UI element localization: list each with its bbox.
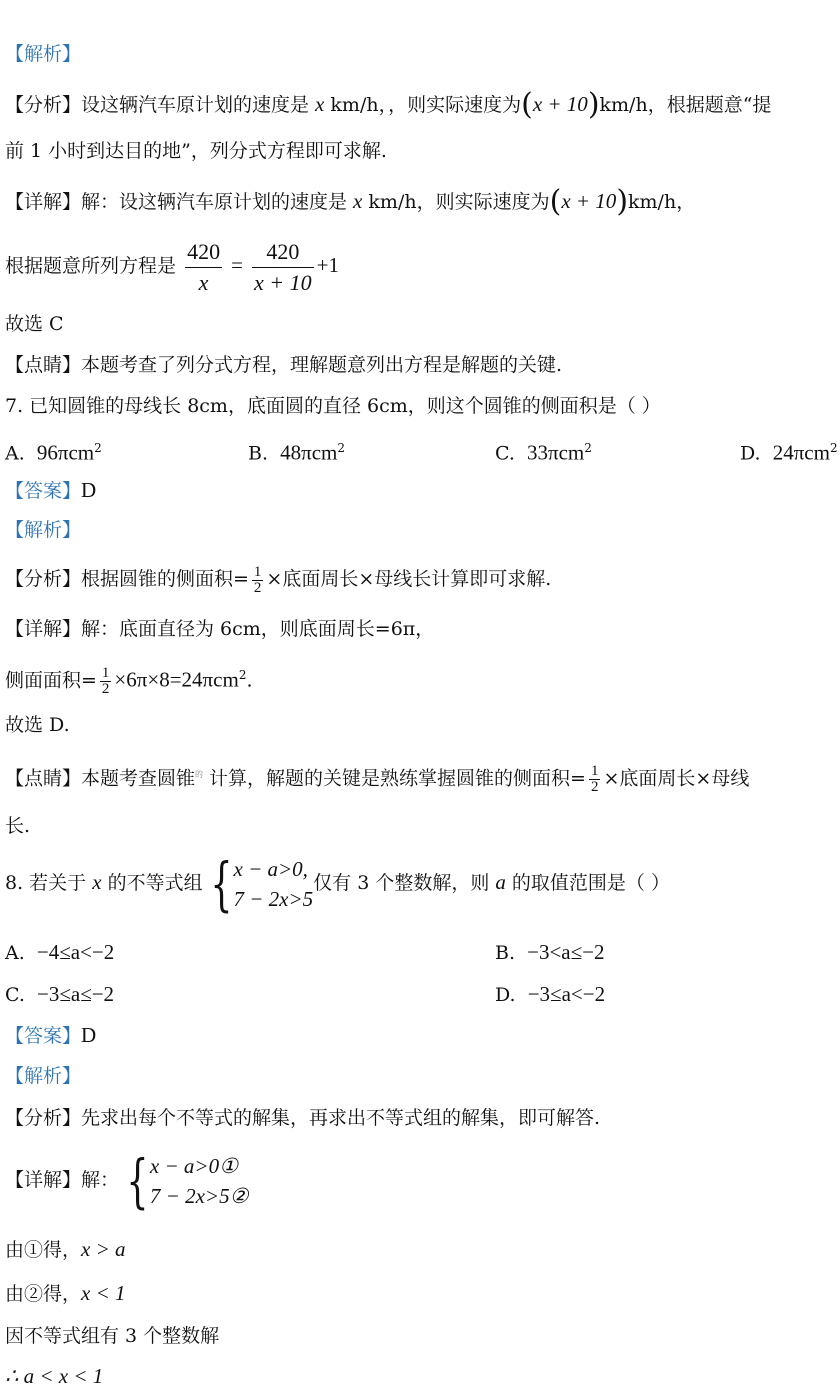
detail-line-1 xyxy=(5,184,696,219)
text: 的不等式组 xyxy=(101,872,203,894)
question-8 xyxy=(5,845,670,920)
comment-7 xyxy=(5,758,749,795)
option-d xyxy=(740,436,838,465)
text: ×底面周长×母线长计算即可求解. xyxy=(266,568,552,590)
math-var: x xyxy=(92,870,102,894)
option-value: 96πcm xyxy=(36,440,95,465)
answer-tag: 【答案】 xyxy=(5,480,82,502)
text: . xyxy=(246,669,253,692)
detail-7-line-1: 【详解】解：底面直径为 6cm，则底面周长=6π， xyxy=(5,618,435,640)
math-expr: ×6π×8=24πcm xyxy=(114,667,239,692)
option-label: D. xyxy=(495,984,516,1006)
superscript: 2 xyxy=(829,441,838,455)
denominator: 2 xyxy=(253,579,262,596)
option-value: −3≤a≤−2 xyxy=(37,982,115,1006)
fraction-half xyxy=(252,565,264,596)
math-expr: x < 1 xyxy=(81,1281,126,1305)
answer-tag: 【答案】 xyxy=(5,1025,82,1047)
option-c xyxy=(5,982,114,1007)
text: 8. 若关于 xyxy=(5,872,93,894)
superscript: 2 xyxy=(94,441,102,455)
math-expr: x > a xyxy=(81,1237,126,1261)
step-2 xyxy=(5,1281,126,1306)
superscript: 2 xyxy=(337,441,346,455)
text: km/h，则实际速度为 xyxy=(362,191,550,213)
text: ×底面周长×母线 xyxy=(603,767,750,790)
step-1 xyxy=(5,1237,126,1262)
option-label: B. xyxy=(495,942,516,964)
analysis-heading-8: 【解析】 xyxy=(5,1065,82,1087)
option-b xyxy=(495,940,605,965)
step-3: 因不等式组有 3 个整数解 xyxy=(5,1325,220,1347)
option-value: 48πcm xyxy=(280,440,338,465)
option-c xyxy=(495,436,592,465)
option-b xyxy=(248,436,345,465)
fraction-2 xyxy=(252,237,314,298)
inequality-2: 7 − 2x>5 xyxy=(233,887,314,911)
fraction-half xyxy=(589,764,601,795)
math-var: x xyxy=(315,92,325,116)
numerator: 1 xyxy=(253,563,262,580)
option-label: A. xyxy=(5,942,25,964)
question-7: 7. 已知圆锥的母线长 8cm，底面圆的直径 6cm，则这个圆锥的侧面积是（ ） xyxy=(5,395,661,417)
text: 仅有 3 个整数解，则 xyxy=(313,872,496,894)
option-value: 33πcm xyxy=(527,440,585,465)
numerator: 420 xyxy=(185,237,222,268)
text: 由②得， xyxy=(5,1283,82,1305)
brace-icon: { xyxy=(126,1147,149,1215)
text: 的取值范围是（ ） xyxy=(505,872,670,894)
detail-8 xyxy=(5,1147,248,1213)
inequality-system xyxy=(234,854,314,914)
text: km/h，，则实际速度为 xyxy=(324,94,522,116)
math-expr: x + 10 xyxy=(561,189,617,213)
option-label: B. xyxy=(248,442,269,465)
analysis-heading-7: 【解析】 xyxy=(5,519,82,541)
numerator: 420 xyxy=(252,237,314,268)
analysis-line-2: 前 1 小时到达目的地”，列分式方程即可求解. xyxy=(5,140,387,162)
denominator: x + 10 xyxy=(254,269,312,295)
paren-close: ) xyxy=(587,87,600,122)
denominator: 2 xyxy=(101,680,110,697)
option-label: C. xyxy=(495,442,515,465)
q8-options-row-2 xyxy=(5,982,835,1008)
comment-line: 【点睛】本题考查了列分式方程，理解题意列出方程是解题的关键. xyxy=(5,354,563,376)
inequality-1: x − a>0① xyxy=(149,1154,238,1178)
option-label: D. xyxy=(740,442,761,465)
small-mark: 的 xyxy=(195,770,204,779)
q8-options-row-1 xyxy=(5,940,835,966)
analysis-8: 【分析】先求出每个不等式的解集，再求出不等式组的解集，即可解答. xyxy=(5,1107,601,1129)
equals-sign: = xyxy=(231,253,243,277)
text: 【点睛】本题考查圆锥 xyxy=(5,767,196,790)
text: 【详解】解：设这辆汽车原计划的速度是 xyxy=(5,191,354,213)
math-var: a xyxy=(495,870,506,894)
option-a xyxy=(5,940,114,965)
inequality-system xyxy=(150,1151,249,1211)
superscript: 2 xyxy=(238,668,247,682)
answer-value: D xyxy=(81,478,97,502)
choose-d: 故选 D. xyxy=(5,714,70,736)
answer-7 xyxy=(5,478,96,503)
paren-close: ) xyxy=(616,184,629,219)
fraction-1 xyxy=(185,237,222,298)
brace-icon: { xyxy=(209,850,233,918)
text: km/h，根据题意“提 xyxy=(599,94,772,116)
answer-value: D xyxy=(81,1023,97,1047)
fraction-half xyxy=(100,666,112,697)
step-4: ∴ a < x < 1 xyxy=(5,1364,104,1388)
math-expr: x + 10 xyxy=(532,92,588,116)
paren-open: ( xyxy=(549,184,562,219)
option-value: −3≤a<−2 xyxy=(527,982,606,1006)
text: km/h， xyxy=(628,191,696,213)
analysis-heading: 【解析】 xyxy=(5,43,82,65)
analysis-line-1 xyxy=(5,87,772,122)
option-value: −3<a≤−2 xyxy=(527,940,605,964)
numerator: 1 xyxy=(101,664,110,681)
numerator: 1 xyxy=(590,762,599,779)
option-label: A. xyxy=(5,442,25,465)
q7-options xyxy=(5,436,838,465)
text: 计算，解题的关键是熟练掌握圆锥的侧面积= xyxy=(203,767,586,790)
equation-line xyxy=(5,235,339,298)
text: 【详解】解： xyxy=(5,1169,120,1191)
comment-7-cont: 长. xyxy=(5,815,31,837)
text: 【分析】设这辆汽车原计划的速度是 xyxy=(5,94,316,116)
option-value: −4≤a<−2 xyxy=(36,940,115,964)
option-d xyxy=(495,982,605,1007)
plus-one: +1 xyxy=(316,253,339,277)
choose-c: 故选 C xyxy=(5,313,64,335)
option-value: 24πcm xyxy=(772,440,830,465)
denominator: 2 xyxy=(590,778,599,795)
inequality-1: x − a>0, xyxy=(233,857,308,881)
text: 由①得， xyxy=(5,1239,82,1261)
text: 侧面面积= xyxy=(5,669,97,692)
answer-8 xyxy=(5,1023,96,1048)
text: 【分析】根据圆锥的侧面积= xyxy=(5,568,249,590)
option-a xyxy=(5,436,102,465)
analysis-7 xyxy=(5,562,551,596)
paren-open: ( xyxy=(521,87,533,122)
inequality-2: 7 − 2x>5② xyxy=(149,1184,249,1208)
text: 根据题意所列方程是 xyxy=(5,255,177,277)
detail-7-line-2 xyxy=(5,658,253,697)
option-label: C. xyxy=(5,984,25,1006)
math-var: x xyxy=(353,189,363,213)
superscript: 2 xyxy=(584,441,592,455)
denominator: x xyxy=(198,269,209,295)
